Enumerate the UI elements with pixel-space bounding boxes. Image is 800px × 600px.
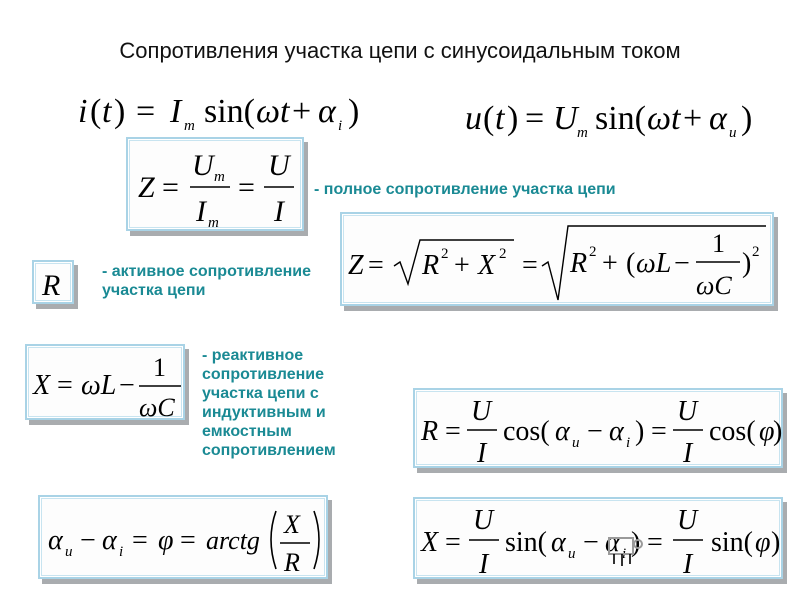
svg-text:t: t <box>495 100 505 137</box>
svg-text:φ: φ <box>158 525 174 556</box>
svg-text:R: R <box>570 248 588 279</box>
svg-text:u: u <box>465 100 482 137</box>
full-impedance-note: - полное сопротивление участка цепи <box>314 181 616 198</box>
current-formula <box>78 88 378 138</box>
svg-text:I: I <box>196 195 206 228</box>
svg-text:=: = <box>368 250 384 281</box>
svg-text:X: X <box>421 527 439 558</box>
svg-text:): ) <box>773 416 783 447</box>
svg-text:+: + <box>454 250 470 281</box>
reactance-box <box>25 344 185 420</box>
svg-text:t: t <box>102 93 112 130</box>
svg-text:=: = <box>180 525 196 556</box>
svg-text:U: U <box>677 505 698 536</box>
svg-text:sin(: sin( <box>505 527 547 558</box>
svg-text:=: = <box>136 93 156 130</box>
svg-text:u: u <box>65 544 73 560</box>
reactive-resistance-note: - реактивное сопротивление участка цепи с индуктивным и емкостным сопротивлением <box>202 347 336 459</box>
svg-text:+: + <box>292 93 312 130</box>
svg-text:(: ( <box>483 100 495 137</box>
svg-text:φ: φ <box>759 416 775 447</box>
svg-text:φ: φ <box>755 527 771 558</box>
svg-text:(: ( <box>90 93 102 130</box>
svg-text:1: 1 <box>153 353 166 382</box>
phase-angle-box <box>38 495 328 579</box>
watermark-logo-icon <box>606 534 646 575</box>
svg-text:m: m <box>214 169 225 185</box>
svg-text:R: R <box>421 416 439 447</box>
svg-text:2: 2 <box>499 246 507 262</box>
svg-text:α: α <box>318 93 336 130</box>
svg-text:U: U <box>677 396 698 427</box>
svg-text:α: α <box>709 100 727 137</box>
svg-text:i: i <box>78 93 88 130</box>
svg-text:α: α <box>102 525 117 556</box>
svg-text:sin(: sin( <box>711 527 753 558</box>
svg-text:m: m <box>184 118 195 134</box>
page-title: Сопротивления участка цепи с синусоидальным током <box>119 38 681 63</box>
svg-text:u: u <box>572 435 580 451</box>
svg-text:I: I <box>683 438 693 469</box>
svg-text:α: α <box>609 416 624 447</box>
svg-text:=: = <box>238 171 255 204</box>
svg-text:sin(: sin( <box>595 100 646 137</box>
svg-text:α: α <box>555 416 570 447</box>
svg-text:1: 1 <box>712 229 725 258</box>
svg-text:=: = <box>445 527 461 558</box>
svg-text:=: = <box>522 250 538 281</box>
svg-text:I: I <box>683 549 693 580</box>
svg-text:=: = <box>525 100 545 137</box>
svg-text:ωt: ωt <box>256 93 290 130</box>
svg-text:): ) <box>114 93 126 130</box>
svg-text:ωC: ωC <box>696 271 732 300</box>
svg-text:R: R <box>422 250 440 281</box>
svg-text:X: X <box>33 370 51 401</box>
svg-text:2: 2 <box>589 244 597 260</box>
voltage-formula <box>465 95 765 145</box>
svg-text:−: − <box>119 370 135 401</box>
svg-text:I: I <box>170 93 182 130</box>
svg-text:arctg: arctg <box>206 526 260 555</box>
svg-text:α: α <box>551 527 566 558</box>
svg-text:U: U <box>473 505 494 536</box>
svg-text:cos(: cos( <box>709 416 756 447</box>
svg-text:R: R <box>284 548 300 577</box>
svg-text:Z: Z <box>138 171 155 204</box>
svg-text:I: I <box>477 438 487 469</box>
svg-text:U: U <box>192 149 214 182</box>
svg-text:u: u <box>729 125 737 141</box>
svg-text:ωL: ωL <box>636 248 672 279</box>
svg-text:ωt: ωt <box>647 100 681 137</box>
svg-text:i: i <box>119 544 124 560</box>
svg-text:U: U <box>553 100 578 137</box>
svg-text:u: u <box>568 546 576 562</box>
svg-text:R: R <box>42 269 61 302</box>
svg-text:U: U <box>471 396 492 427</box>
svg-text:+: + <box>602 248 618 279</box>
svg-text:ωC: ωC <box>139 393 175 422</box>
svg-text:m: m <box>577 125 588 141</box>
svg-text:Z: Z <box>348 250 364 281</box>
resistance-box <box>32 260 74 304</box>
svg-text:i: i <box>338 118 343 134</box>
svg-text:=: = <box>162 171 179 204</box>
svg-text:): ) <box>348 93 360 130</box>
svg-text:+: + <box>683 100 703 137</box>
svg-text:−: − <box>80 525 96 556</box>
svg-text:I: I <box>479 549 489 580</box>
svg-text:−: − <box>674 248 690 279</box>
svg-text:): ) <box>741 100 753 137</box>
svg-text:i: i <box>626 435 631 451</box>
svg-text:): ) <box>631 527 641 558</box>
svg-text:=: = <box>445 416 461 447</box>
svg-text:=: = <box>132 525 148 556</box>
svg-text:): ) <box>742 248 752 279</box>
svg-text:sin(: sin( <box>204 93 255 130</box>
svg-text:): ) <box>771 527 781 558</box>
resistance-cos-box <box>413 388 783 468</box>
svg-text:(: ( <box>626 248 636 279</box>
svg-text:m: m <box>208 215 219 231</box>
svg-text:i: i <box>622 546 627 562</box>
svg-text:): ) <box>507 100 519 137</box>
svg-text:2: 2 <box>752 244 760 260</box>
svg-text:2: 2 <box>441 246 449 262</box>
svg-text:): ) <box>635 416 645 447</box>
svg-text:α: α <box>48 525 63 556</box>
impedance-ratio-box <box>126 137 304 231</box>
svg-text:cos(: cos( <box>503 416 550 447</box>
svg-text:I: I <box>274 195 284 228</box>
svg-text:α: α <box>605 527 620 558</box>
svg-text:=: = <box>651 416 667 447</box>
svg-text:−: − <box>587 416 603 447</box>
svg-text:X: X <box>284 510 300 539</box>
svg-text:U: U <box>268 149 290 182</box>
reactance-sin-box <box>413 497 783 579</box>
svg-text:ωL: ωL <box>81 370 117 401</box>
svg-text:=: = <box>647 527 663 558</box>
svg-text:X: X <box>478 250 496 281</box>
impedance-sqrt-box <box>340 212 774 306</box>
svg-text:−: − <box>583 527 599 558</box>
svg-text:=: = <box>57 370 73 401</box>
active-resistance-note: - активное сопротивление участка цепи <box>102 263 311 299</box>
